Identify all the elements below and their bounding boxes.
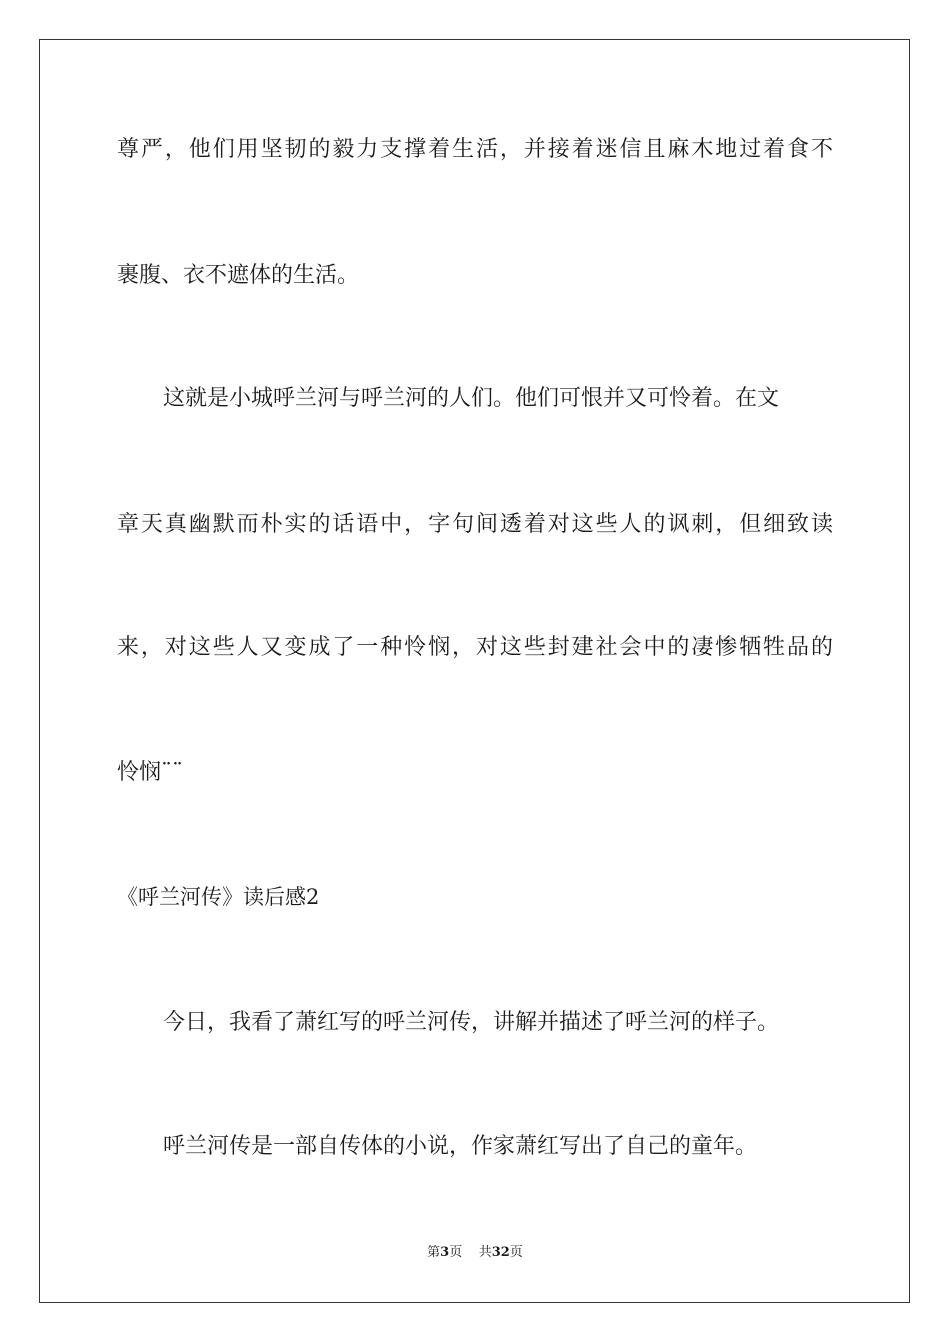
paragraph-line: 来，对这些人又变成了一种怜悯，对这些封建社会中的凄惨牺牲品的 bbox=[117, 635, 833, 660]
page-footer bbox=[0, 1244, 950, 1262]
page-border bbox=[39, 39, 910, 1303]
current-page-number: 3 bbox=[440, 1245, 450, 1260]
footer-middle: 页 共 bbox=[449, 1245, 492, 1260]
paragraph-line: 今日，我看了萧红写的呼兰河传，讲解并描述了呼兰河的样子。 bbox=[163, 1010, 780, 1035]
footer-suffix: 页 bbox=[509, 1245, 523, 1260]
paragraph-line: 这就是小城呼兰河与呼兰河的人们。他们可恨并又可怜着。在文 bbox=[163, 386, 780, 411]
paragraph-line: 章天真幽默而朴实的话语中，字句间透着对这些人的讽刺，但细致读 bbox=[117, 512, 833, 537]
total-page-count: 32 bbox=[491, 1245, 510, 1260]
section-heading: 《呼兰河传》读后感2 bbox=[117, 885, 320, 909]
paragraph-line: 尊严，他们用坚韧的毅力支撑着生活，并接着迷信且麻木地过着食不 bbox=[117, 137, 833, 162]
footer-prefix: 第 bbox=[427, 1245, 441, 1260]
paragraph-line: 呼兰河传是一部自传体的小说，作家萧红写出了自己的童年。 bbox=[163, 1134, 758, 1159]
paragraph-line: 裹腹、衣不遮体的生活。 bbox=[117, 263, 360, 288]
paragraph-line: 怜悯¨¨ bbox=[117, 760, 184, 785]
